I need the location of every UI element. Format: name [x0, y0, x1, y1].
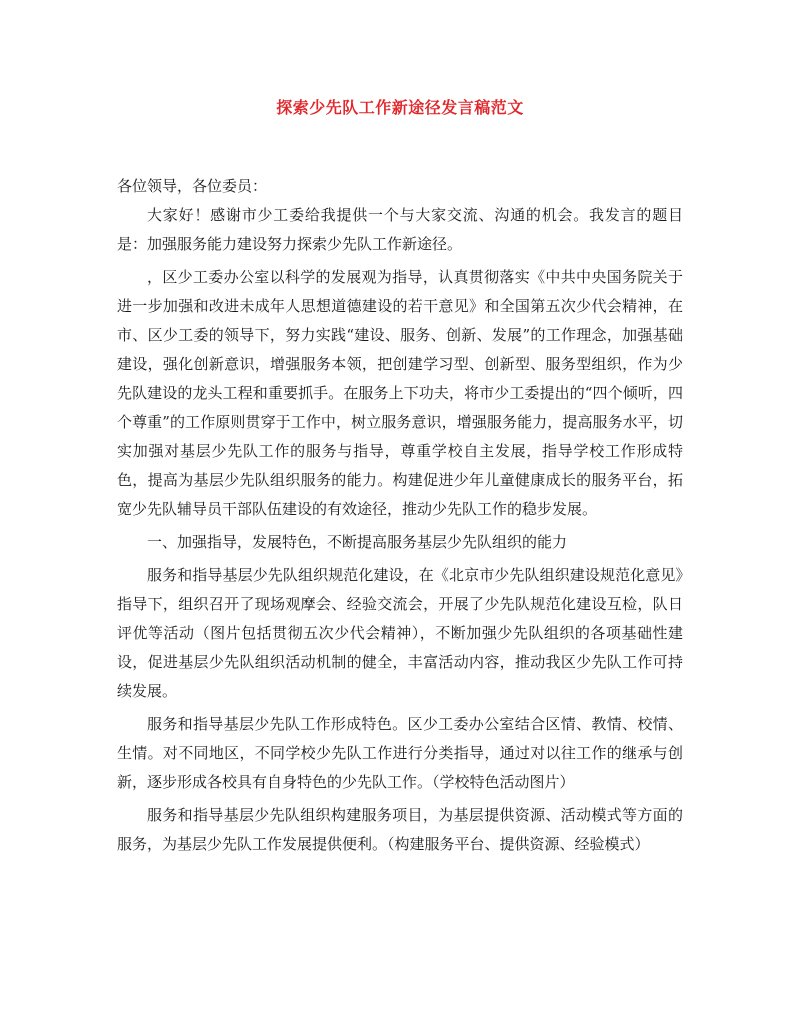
- document-page: [117, 96, 683, 863]
- paragraph-greeting: 大家好！感谢市少工委给我提供一个与大家交流、沟通的机会。我发言的题目是：加强服务能力建设努力探索少先队工作新途径。: [117, 206, 683, 253]
- document-title: 探索少先队工作新途径发言稿范文: [276, 98, 524, 117]
- paragraph-overview: ，区少工委办公室以科学的发展观为指导，认真贯彻落实《中共中央国务院关于进一步加强和改进未成年人思想道德建设的若干意见》和全国第五次少代会精神，在市、区少工委的领导下，努力实践“建设、服务、创新、发展”的工作理念，加强基础建设，强化创新意识，增强服务本领，把创建学习型、创新型、服务型组织，作为少先队建设的龙头工程和重要抓手。在服务上下功夫，将市少工委提出的“四个倾听，四个尊重”的工作原则贯穿于工作中，树立服务意识，增强服务能力，提高服务水平，切实加强对基层少先队工作的服务与指导，尊重学校自主发展，指导学校工作形成特色，提高为基层少先队组织服务的能力。构建促进少年儿童健康成长的服务平台，拓宽少先队辅导员干部队伍建设的有效途径，推动少先队工作的稳步发展。: [117, 268, 683, 518]
- section-heading-1: 一、加强指导，发展特色，不断提高服务基层少先队组织的能力: [147, 533, 568, 551]
- paragraph-characteristics: 服务和指导基层少先队工作形成特色。区少工委办公室结合区情、教情、校情、生情。对不同地区，不同学校少先队工作进行分类指导，通过对以往工作的继承与创新，逐步形成各校具有自身特色的少先队工作。（学校特色活动图片）: [117, 715, 683, 791]
- paragraph-standardization: 服务和指导基层少先队组织规范化建设，在《北京市少先队组织建设规范化意见》指导下，组织召开了现场观摩会、经验交流会，开展了少先队规范化建设互检，队日评优等活动（图片包括贯彻五次少代会精神），不断加强少先队组织的各项基础性建设，促进基层少先队组织活动机制的健全，丰富活动内容，推动我区少先队工作可持续发展。: [117, 566, 683, 700]
- paragraph-service-projects: 服务和指导基层少先队组织构建服务项目，为基层提供资源、活动模式等方面的服务，为基层少先队工作发展提供便利。（构建服务平台、提供资源、经验模式）: [117, 806, 683, 853]
- salutation: 各位领导，各位委员：: [117, 177, 268, 195]
